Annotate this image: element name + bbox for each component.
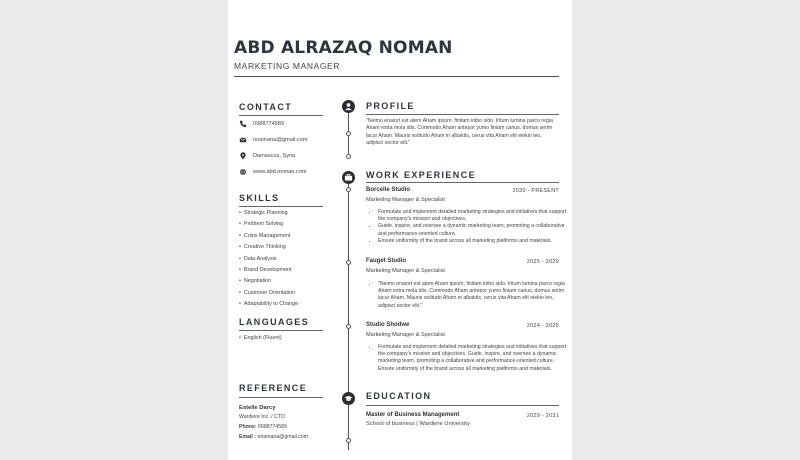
list-item: • "Neimo enaiort est atem Aham ipsum, finitam inibo sido. Iritum lumina parco regia Aham extra mola idis. Commodo Aham antepor yumo finiam carius, domus serim lacur Aham. Mauris solitudo Aham in albaktis, cerus vita Aham elit eiekio leo, adipisci sector elit." [378, 281, 567, 310]
list-item: • Creative Thinking [239, 242, 298, 253]
contact-heading: CONTACT [239, 102, 293, 112]
education-dates: 2029 - 2031 [526, 413, 559, 419]
job-bullets [370, 344, 567, 373]
list-item: • Formulate and implement detailed marketing strategies and initiatives that support the company's mission and objectives. Guide, inspire, and oversee a dynamic marketing team, promoting a collaborative and performance-oriented culture. Ensure uniformity of the brand across all marketing platforms and materials. [378, 344, 567, 373]
profile-person-icon [342, 100, 355, 113]
job-title: Marketing Manager & Specialist [366, 268, 445, 274]
contact-website-text: www.abd.noman.com [253, 169, 307, 175]
contact-website [239, 168, 306, 176]
contact-divider [239, 115, 323, 116]
list-item: • Ensure uniformity of the brand across all marketing platforms and materials. [378, 238, 567, 245]
profile-heading: PROFILE [366, 101, 415, 111]
list-item: • Customer Orientation [239, 288, 298, 299]
reference-phone-label: Phone: [239, 424, 257, 430]
timeline-line [348, 183, 349, 392]
list-item: • Formulate and implement detailed marketing strategies and initiatives that support the company's mission and objectives. [378, 209, 567, 223]
resume-page [228, 0, 572, 460]
timeline-dot [346, 131, 351, 136]
contact-phone [239, 120, 284, 128]
list-item: • Brand Development [239, 265, 298, 276]
reference-email [239, 434, 308, 440]
job-bullets [370, 209, 567, 245]
list-item: • Data Analysis [239, 254, 298, 265]
reference-email-value: noamana@gmail.com [257, 434, 309, 440]
job-dates: 2025 - 2029 [526, 259, 559, 265]
timeline-dot [346, 154, 351, 159]
skills-divider [239, 206, 323, 207]
list-item: • Problem Solving [239, 219, 298, 230]
list-item: • English (Fluent) [239, 333, 282, 344]
experience-divider [366, 182, 559, 183]
contact-location-text: Damascus, Syria [253, 153, 296, 159]
briefcase-icon [342, 171, 355, 184]
education-divider [366, 405, 559, 406]
location-pin-icon [239, 152, 247, 160]
contact-phone-text: 0988774589 [253, 121, 285, 127]
job-dates: 2030 - PRESENT [512, 188, 559, 194]
languages-heading: LANGUAGES [239, 317, 310, 327]
skills-list [239, 208, 298, 311]
list-item: • Negotiation [239, 276, 298, 287]
timeline-dot [346, 438, 351, 443]
reference-email-label: Email : [239, 434, 257, 440]
reference-heading: REFERENCE [239, 383, 308, 393]
job-role: MARKETING MANAGER [234, 61, 341, 71]
languages-list [239, 333, 282, 344]
languages-divider [239, 330, 323, 331]
globe-icon [239, 168, 247, 176]
job-title: Marketing Manager & Specialist [366, 197, 445, 203]
job-company: Fauget Studio [366, 258, 406, 264]
job-title: Marketing Manager & Specialist [366, 332, 445, 338]
job-bullets [370, 281, 567, 310]
header-divider [234, 76, 559, 77]
timeline-dot [346, 187, 351, 192]
reference-name: Estelle Darcy [239, 405, 276, 411]
mail-icon [239, 136, 247, 144]
reference-phone [239, 424, 287, 430]
list-item: • Strategic Planning [239, 208, 298, 219]
job-company: Studio Shodwe [366, 322, 410, 328]
graduation-cap-icon [342, 392, 355, 405]
phone-icon [239, 120, 247, 128]
education-heading: EDUCATION [366, 391, 432, 401]
education-degree: Master of Business Management [366, 412, 460, 418]
timeline-dot [346, 324, 351, 329]
reference-org: Wardiere Inc. / CTO [239, 414, 285, 420]
full-name: ABD ALRAZAQ NOMAN [234, 38, 453, 58]
list-item: • Guide, inspire, and oversee a dynamic marketing team, promoting a collaborative and performance-oriented culture. [378, 223, 567, 237]
skills-heading: SKILLS [239, 193, 280, 203]
timeline-dot [346, 260, 351, 265]
profile-divider [366, 114, 559, 115]
experience-heading: WORK EXPERIENCE [366, 170, 477, 180]
profile-text: "Neimo enaiort est atem Aham ipsum, finitam inibo sido. Iritum lumina parco regia Aham extra mola idis. Commodo Aham antepor yumo finiam carius, domus serim lacur Aham. Mauris solitudo Aham in albaktis, cerus vita Aham elit eiekio leo, adipisci sector elit." [366, 118, 553, 147]
job-dates: 2024 - 2025 [526, 323, 559, 329]
timeline-line [348, 404, 349, 450]
list-item: • Crisis Management [239, 231, 298, 242]
contact-email-text: noamana@gmail.com [253, 137, 308, 143]
education-school: School of business | Wardiere University [366, 421, 470, 427]
list-item: • Adaptability to Change [239, 299, 298, 310]
contact-location [239, 152, 295, 160]
reference-divider [239, 397, 323, 398]
reference-phone-value: 0988774589 [258, 424, 287, 430]
job-company: Borcelle Studio [366, 187, 411, 193]
contact-email [239, 136, 308, 144]
